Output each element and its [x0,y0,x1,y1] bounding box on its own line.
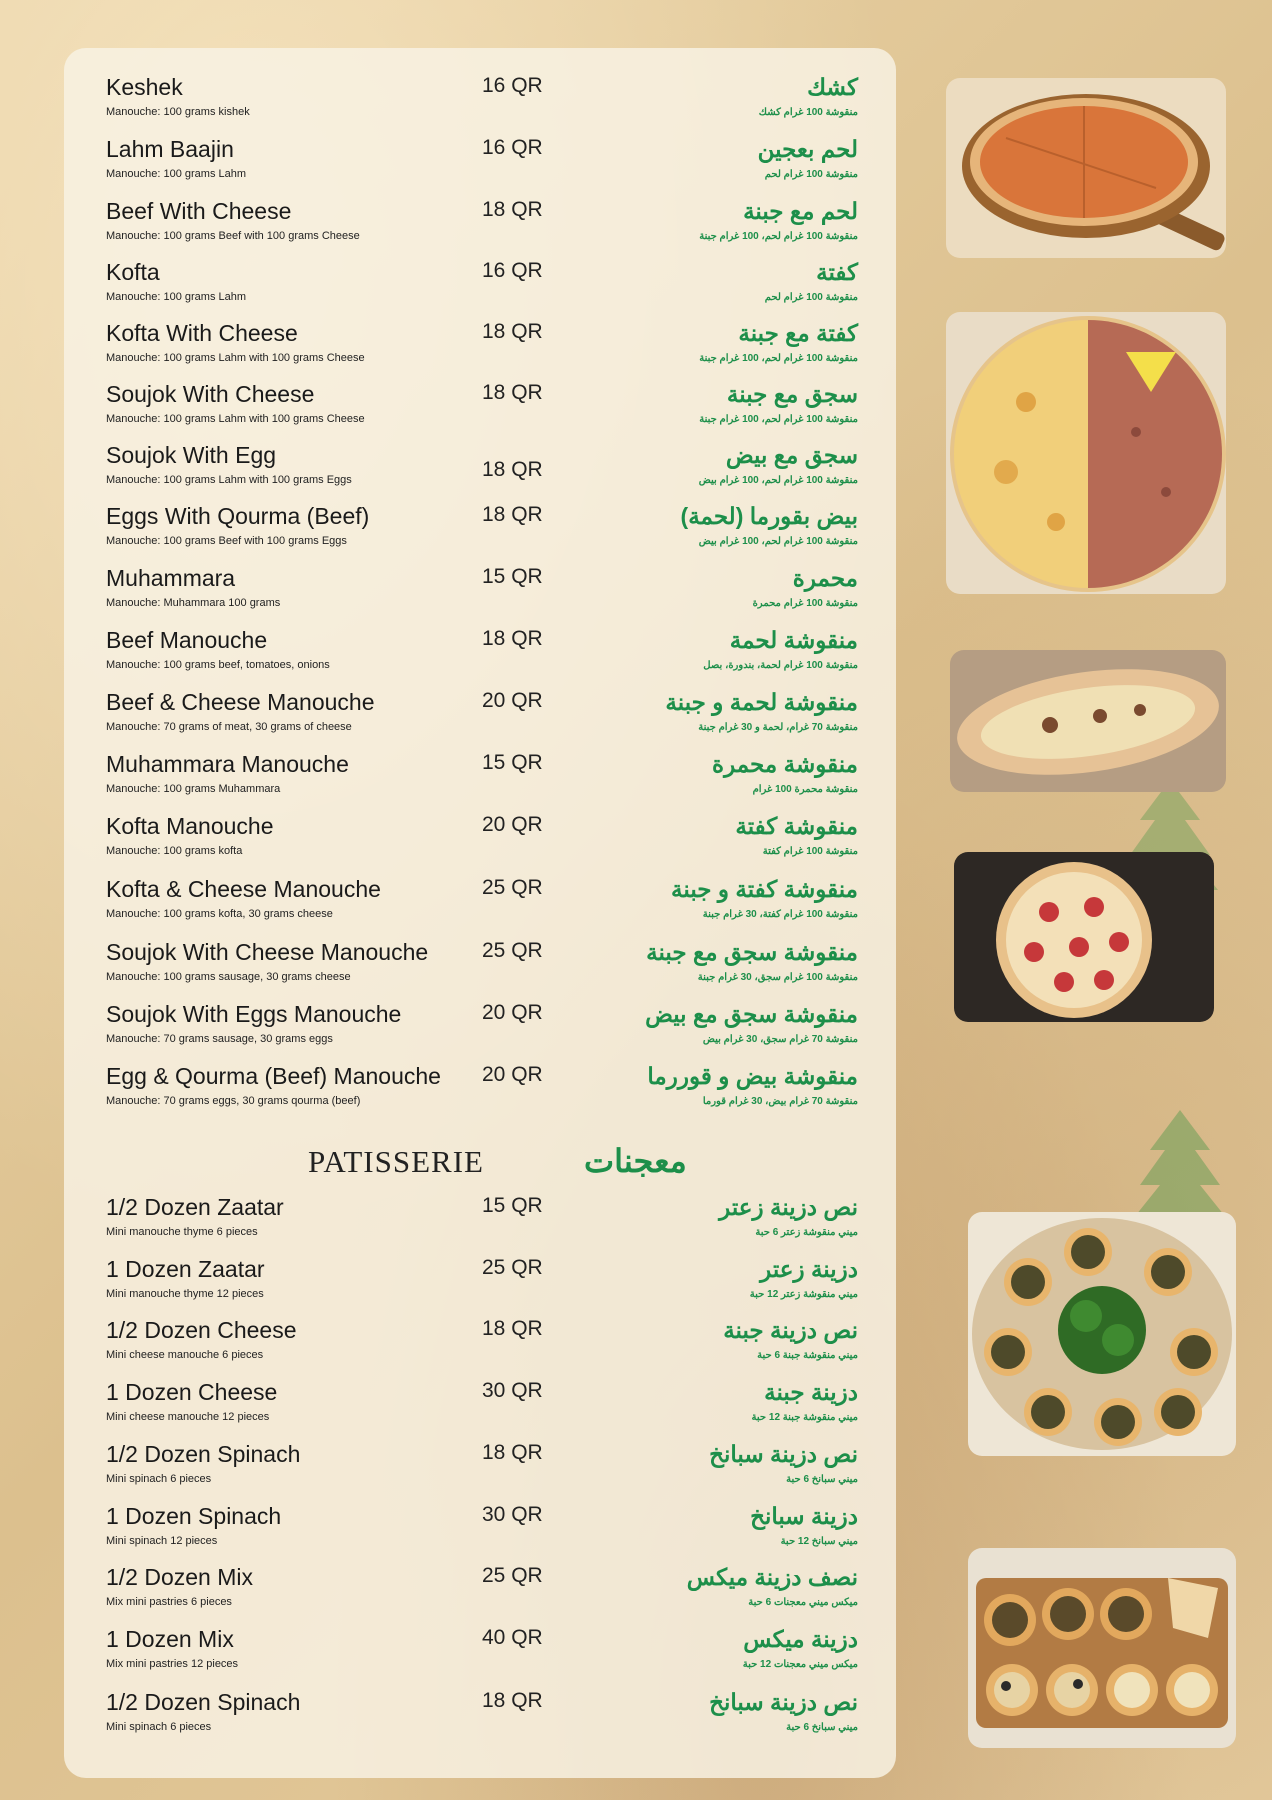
item-desc-en: Manouche: 100 grams Muhammara [106,783,281,795]
item-price: 15 QR [482,565,543,588]
item-price: 30 QR [482,1503,543,1526]
item-name-en: Soujok With Cheese [106,381,315,407]
item-price: 25 QR [482,876,543,899]
item-desc-ar: منقوشة 100 غرام كشك [758,107,858,118]
item-desc-en: Mini spinach 12 pieces [106,1535,218,1547]
menu-item [106,320,858,372]
item-desc-en: Manouche: 100 grams Lahm with 100 grams Eggs [106,474,352,486]
item-name-ar: منقوشة سجق مع جبنة [646,939,858,965]
item-price: 16 QR [482,74,543,97]
item-name-ar: نص دزينة جبنة [723,1317,858,1343]
item-desc-en: Manouche: 100 grams beef, tomatoes, onions [106,659,330,671]
item-desc-en: Manouche: 100 grams sausage, 30 grams cheese [106,971,351,983]
item-price: 15 QR [482,1194,543,1217]
item-desc-ar: ميني منقوشة جبنة 12 حبة [751,1412,858,1423]
menu-item [106,1194,858,1246]
item-desc-en: Mini cheese manouche 6 pieces [106,1349,264,1361]
photo-mini-zaatar-pastries [968,1212,1236,1456]
item-name-en: 1 Dozen Zaatar [106,1256,265,1282]
menu-item [106,1441,858,1493]
item-name-en: 1/2 Dozen Cheese [106,1317,297,1343]
item-price: 20 QR [482,813,543,836]
item-name-en: Kofta Manouche [106,813,274,839]
menu-item [106,565,858,617]
item-name-ar: بيض بقورما (لحمة) [680,503,858,529]
item-name-ar: منقوشة سجق مع بيض [645,1001,858,1027]
item-name-en: Muhammara Manouche [106,751,349,777]
item-name-en: 1 Dozen Spinach [106,1503,282,1529]
menu-item [106,1503,858,1555]
photo-beef-cheese-boat [950,650,1226,792]
menu-item [106,259,858,311]
item-name-en: Eggs With Qourma (Beef) [106,503,370,529]
menu-item [106,813,858,865]
item-name-en: Keshek [106,74,183,100]
item-price: 25 QR [482,1256,543,1279]
item-name-en: 1/2 Dozen Spinach [106,1441,301,1467]
menu-item [106,1689,858,1741]
item-price: 16 QR [482,259,543,282]
item-price: 40 QR [482,1626,543,1649]
menu-item [106,1626,858,1678]
item-desc-en: Mini spinach 6 pieces [106,1473,212,1485]
item-name-en: 1 Dozen Cheese [106,1379,278,1405]
menu-item [106,1256,858,1308]
menu-item [106,1001,858,1053]
item-name-ar: منقوشة كفتة و جبنة [671,876,858,902]
item-desc-en: Manouche: 100 grams Lahm with 100 grams Cheese [106,352,365,364]
item-desc-en: Manouche: 100 grams kofta, 30 grams cheese [106,908,333,920]
item-name-ar: محمرة [792,565,858,591]
item-desc-ar: منقوشة 70 غرام بيض، 30 غرام قورما [702,1096,858,1107]
item-name-ar: منقوشة بيض و قوررما [647,1063,858,1089]
item-price: 25 QR [482,939,543,962]
item-name-en: Beef & Cheese Manouche [106,689,375,715]
menu-item [106,751,858,803]
item-desc-ar: منقوشة 100 غرام لحم [764,292,858,303]
menu-item [106,1317,858,1369]
menu-item [106,503,858,555]
photo-kofta-cheese-manouche [946,312,1226,594]
item-name-ar: منقوشة لحمة و جبنة [665,689,858,715]
item-name-ar: سجق مع بيض [725,442,858,468]
item-name-en: Kofta With Cheese [106,320,298,346]
item-desc-en: Manouche: 100 grams kishek [106,106,250,118]
item-desc-ar: منقوشة 100 غرام كفتة، 30 غرام جبنة [702,909,858,920]
item-desc-ar: منقوشة 100 غرام لحم [764,169,858,180]
item-desc-en: Manouche: 100 grams kofta [106,845,243,857]
item-desc-en: Manouche: 70 grams sausage, 30 grams eggs [106,1033,333,1045]
item-name-en: 1/2 Dozen Mix [106,1564,254,1590]
item-desc-en: Mini spinach 6 pieces [106,1721,212,1733]
item-price: 15 QR [482,751,543,774]
item-price: 18 QR [482,1689,543,1712]
section-title-en: PATISSERIE [308,1144,484,1179]
item-name-ar: منقوشة لحمة [729,627,858,653]
item-desc-ar: ميني سبانخ 6 حبة [786,1474,858,1485]
item-desc-en: Manouche: 100 grams Lahm [106,291,247,303]
menu-item [106,627,858,679]
item-desc-en: Manouche: 70 grams eggs, 30 grams qourma (beef) [106,1095,361,1107]
item-price: 20 QR [482,1063,543,1086]
item-name-ar: كفتة مع جبنة [738,320,858,346]
item-desc-en: Mini manouche thyme 6 pieces [106,1226,258,1238]
item-price: 18 QR [482,320,543,343]
photo-keshek-manouche [946,78,1226,258]
item-desc-en: Mini cheese manouche 12 pieces [106,1411,270,1423]
item-name-en: Beef With Cheese [106,198,292,224]
item-desc-ar: منقوشة 100 غرام لحم، 100 غرام جبنة [699,231,858,242]
item-price: 18 QR [482,1317,543,1340]
item-desc-ar: ميني سبانخ 6 حبة [786,1722,858,1733]
item-name-ar: كشك [807,74,858,100]
item-name-en: Soujok With Cheese Manouche [106,939,429,965]
item-desc-ar: منقوشة 100 غرام لحم، 100 غرام بيض [698,475,858,486]
item-name-ar: منقوشة كفتة [735,813,858,839]
item-desc-en: Mix mini pastries 6 pieces [106,1596,232,1608]
item-desc-ar: ميكس ميني معجنات 6 حبة [748,1597,858,1608]
item-desc-en: Mix mini pastries 12 pieces [106,1658,239,1670]
item-price: 20 QR [482,689,543,712]
menu-item [106,939,858,991]
item-desc-ar: منقوشة 100 غرام لحمة، بندورة، بصل [703,660,858,671]
item-name-ar: دزينة ميكس [743,1626,858,1652]
menu-item [106,381,858,433]
item-desc-ar: منقوشة 100 غرام لحم، 100 غرام جبنة [699,414,858,425]
item-desc-ar: ميني منقوشة زعتر 6 حبة [755,1227,858,1238]
item-desc-ar: منقوشة 100 غرام لحم، 100 غرام بيض [698,536,858,547]
item-desc-en: Manouche: 70 grams of meat, 30 grams of cheese [106,721,352,733]
item-price: 20 QR [482,1001,543,1024]
item-name-en: 1/2 Dozen Spinach [106,1689,301,1715]
item-name-ar: منقوشة محمرة [712,751,858,777]
menu-item [106,74,858,126]
item-desc-ar: ميني منقوشة زعتر 12 حبة [749,1289,858,1300]
item-name-ar: نص دزينة زعتر [719,1194,858,1220]
item-desc-ar: منقوشة محمرة 100 غرام [752,784,858,795]
item-price: 16 QR [482,136,543,159]
item-desc-ar: منقوشة 70 غرام، لحمة و 30 غرام جبنة [698,722,858,733]
item-price: 18 QR [482,627,543,650]
item-name-ar: نص دزينة سبانخ [709,1441,858,1467]
item-desc-ar: منقوشة 100 غرام سجق، 30 غرام جبنة [697,972,858,983]
item-name-en: 1 Dozen Mix [106,1626,234,1652]
menu-item [106,1063,858,1115]
item-name-en: Kofta [106,259,160,285]
item-desc-ar: منقوشة 100 غرام لحم، 100 غرام جبنة [699,353,858,364]
item-desc-en: Manouche: Muhammara 100 grams [106,597,281,609]
item-desc-en: Manouche: 100 grams Lahm [106,168,247,180]
item-name-en: Soujok With Egg [106,442,277,468]
menu-item [106,689,858,741]
photo-mix-pastries [968,1548,1236,1748]
item-name-ar: لحم بعجين [757,136,858,162]
item-name-ar: دزينة زعتر [760,1256,858,1282]
item-price: 18 QR [482,458,543,481]
item-desc-ar: منقوشة 100 غرام كفتة [762,846,858,857]
menu-item [106,876,858,928]
item-name-ar: نصف دزينة ميكس [686,1564,858,1590]
item-price: 18 QR [482,1441,543,1464]
item-name-en: Soujok With Eggs Manouche [106,1001,402,1027]
item-name-ar: دزينة جبنة [764,1379,858,1405]
item-price: 18 QR [482,503,543,526]
menu-item [106,1564,858,1616]
item-desc-ar: ميني منقوشة جبنة 6 حبة [757,1350,858,1361]
item-desc-en: Manouche: 100 grams Beef with 100 grams Eggs [106,535,347,547]
item-desc-ar: ميني سبانخ 12 حبة [780,1536,858,1547]
item-desc-ar: ميكس ميني معجنات 12 حبة [742,1659,858,1670]
menu-item [106,1379,858,1431]
menu-item [106,442,858,494]
item-name-en: Lahm Baajin [106,136,234,162]
menu-item [106,198,858,250]
item-name-ar: سجق مع جبنة [726,381,858,407]
item-desc-en: Manouche: 100 grams Lahm with 100 grams Cheese [106,413,365,425]
item-price: 18 QR [482,198,543,221]
item-desc-en: Mini manouche thyme 12 pieces [106,1288,264,1300]
photo-soujok-manouche [954,852,1214,1022]
item-name-en: Egg & Qourma (Beef) Manouche [106,1063,441,1089]
item-name-ar: لحم مع جبنة [743,198,858,224]
item-name-en: 1/2 Dozen Zaatar [106,1194,284,1220]
item-price: 30 QR [482,1379,543,1402]
item-desc-en: Manouche: 100 grams Beef with 100 grams Cheese [106,230,360,242]
item-desc-ar: منقوشة 100 غرام محمرة [752,598,858,609]
menu-item [106,136,858,188]
item-price: 18 QR [482,381,543,404]
item-desc-ar: منقوشة 70 غرام سجق، 30 غرام بيض [702,1034,858,1045]
item-name-en: Kofta & Cheese Manouche [106,876,381,902]
item-name-en: Muhammara [106,565,236,591]
item-price: 25 QR [482,1564,543,1587]
item-name-ar: دزينة سبانخ [750,1503,858,1529]
item-name-ar: نص دزينة سبانخ [709,1689,858,1715]
item-name-ar: كفتة [816,259,858,285]
item-name-en: Beef Manouche [106,627,268,653]
section-title-ar: معجنات [584,1143,687,1179]
